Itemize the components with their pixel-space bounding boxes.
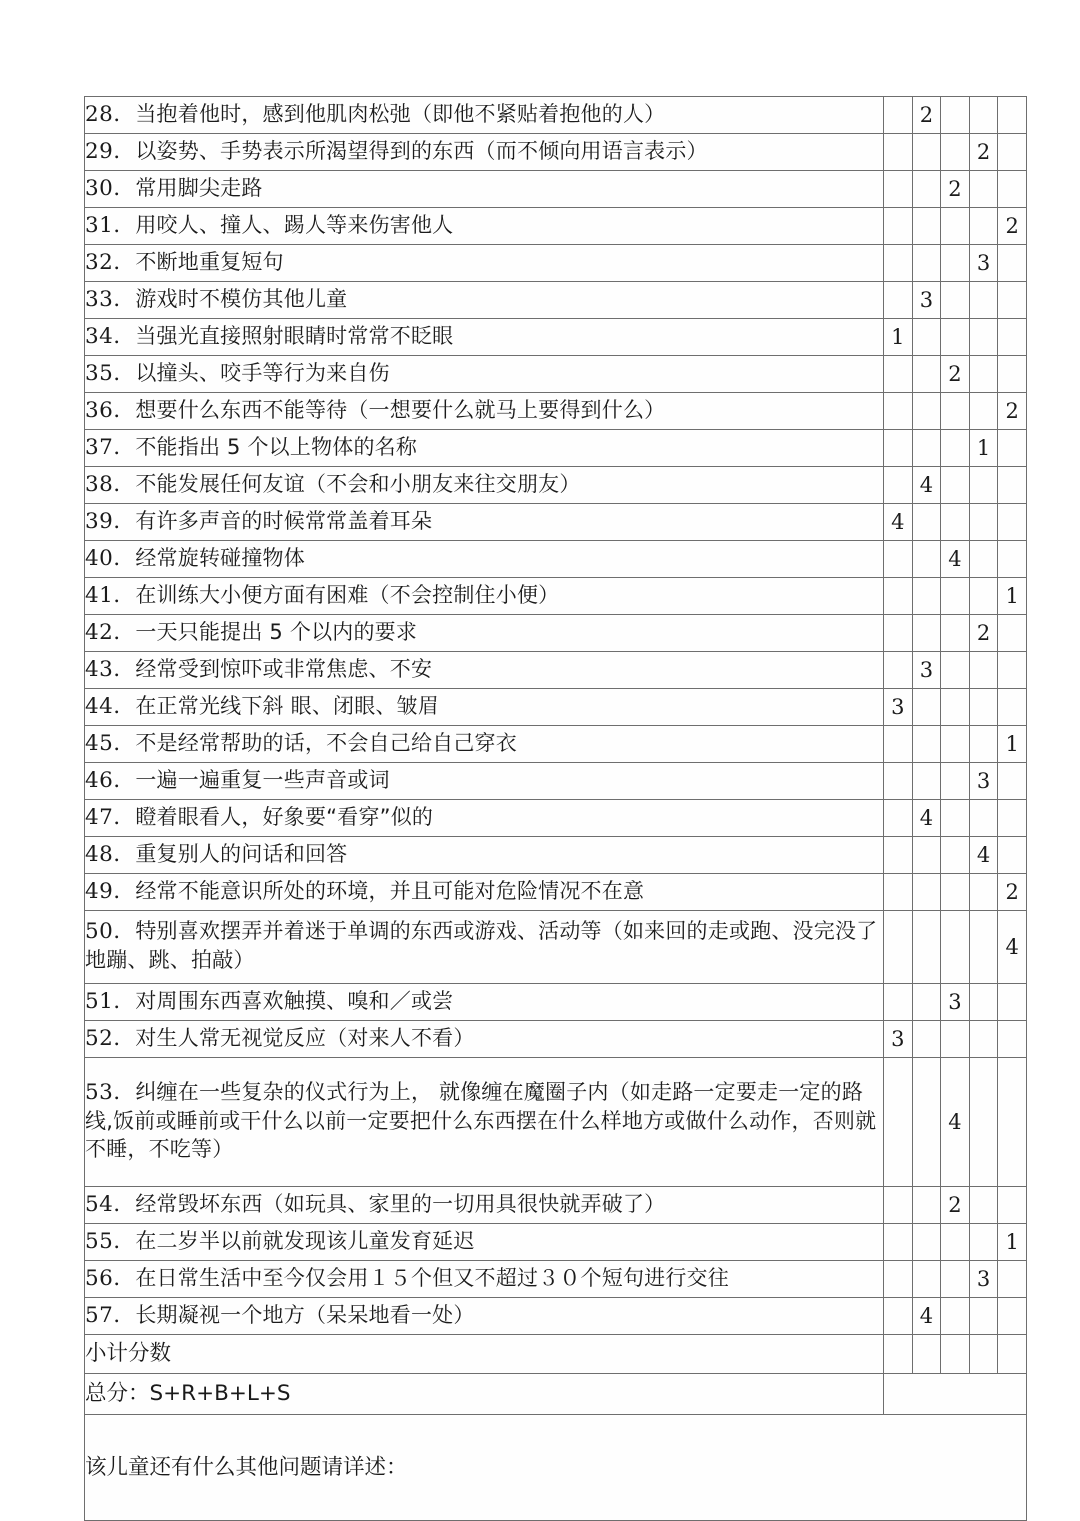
- table-row: [85, 689, 1027, 726]
- score-cell-col3[interactable]: [941, 1261, 970, 1298]
- question-cell: [85, 763, 884, 800]
- score-cell-col5[interactable]: 2: [998, 874, 1027, 911]
- score-cell-col2[interactable]: [912, 578, 941, 615]
- table-row: [85, 319, 1027, 356]
- score-cell-col1[interactable]: [884, 1187, 913, 1224]
- subtotal-label: 小计分数: [85, 1335, 884, 1374]
- question-cell: [85, 541, 884, 578]
- score-cell-col2[interactable]: [912, 726, 941, 763]
- score-cell-col2[interactable]: [912, 1058, 941, 1187]
- subtotal-row: [85, 1335, 1027, 1374]
- score-cell-col3[interactable]: [941, 282, 970, 319]
- question-text: 经常旋转碰撞物体: [135, 545, 305, 570]
- question-cell: [85, 97, 884, 134]
- question-cell: [85, 984, 884, 1021]
- question-text: 经常受到惊吓或非常焦虑、不安: [135, 656, 433, 681]
- question-number: 53．: [85, 1080, 136, 1106]
- score-cell-col5[interactable]: [998, 837, 1027, 874]
- question-cell: [85, 1187, 884, 1224]
- total-value-cell[interactable]: [884, 1374, 1027, 1415]
- question-text: 不是经常帮助的话，不会自己给自己穿衣: [135, 730, 517, 755]
- table-row: [85, 171, 1027, 208]
- score-cell-col3[interactable]: 3: [941, 984, 970, 1021]
- question-number: 28．: [85, 101, 136, 127]
- table-row: [85, 652, 1027, 689]
- score-cell-col4[interactable]: [969, 467, 998, 504]
- checklist-page: [84, 96, 1020, 1521]
- notes-row: [85, 1415, 1027, 1521]
- question-number: 35．: [85, 360, 136, 386]
- score-cell-col1[interactable]: [884, 1058, 913, 1187]
- question-text: 在二岁半以前就发现该儿童发育延迟: [135, 1228, 475, 1253]
- table-row: [85, 467, 1027, 504]
- subtotal-score-col4[interactable]: [969, 1335, 998, 1374]
- score-cell-col5[interactable]: 2: [998, 393, 1027, 430]
- question-text: 在正常光线下斜 眼、闭眼、皱眉: [135, 693, 440, 718]
- score-cell-col3[interactable]: [941, 208, 970, 245]
- question-text: 当抱着他时，感到他肌肉松弛（即他不紧贴着抱他的人）: [135, 101, 666, 126]
- score-cell-col1[interactable]: [884, 97, 913, 134]
- question-number: 42．: [85, 619, 136, 645]
- score-cell-col1[interactable]: [884, 1298, 913, 1335]
- question-cell: [85, 689, 884, 726]
- question-text: 经常毁坏东西（如玩具、家里的一切用具很快就弄破了）: [135, 1191, 666, 1216]
- question-text: 不断地重复短句: [135, 249, 284, 274]
- question-cell: [85, 245, 884, 282]
- score-cell-col2[interactable]: 4: [912, 1298, 941, 1335]
- score-cell-col3[interactable]: 4: [941, 541, 970, 578]
- table-row: [85, 430, 1027, 467]
- score-cell-col5[interactable]: [998, 1298, 1027, 1335]
- total-label: 总分：S+R+B+L+S: [85, 1374, 884, 1415]
- score-cell-col3[interactable]: 2: [941, 356, 970, 393]
- score-cell-col2[interactable]: [912, 984, 941, 1021]
- score-cell-col5[interactable]: [998, 1021, 1027, 1058]
- question-number: 38．: [85, 471, 136, 497]
- score-cell-col2[interactable]: 3: [912, 652, 941, 689]
- table-row: [85, 393, 1027, 430]
- question-cell: [85, 652, 884, 689]
- score-cell-col3[interactable]: 2: [941, 171, 970, 208]
- score-cell-col1[interactable]: [884, 356, 913, 393]
- question-number: 52．: [85, 1025, 136, 1051]
- table-row: [85, 97, 1027, 134]
- score-cell-col5[interactable]: [998, 689, 1027, 726]
- question-text: 用咬人、撞人、踢人等来伤害他人: [135, 212, 454, 237]
- score-cell-col2[interactable]: 3: [912, 282, 941, 319]
- score-cell-col2[interactable]: [912, 393, 941, 430]
- question-text: 有许多声音的时候常常盖着耳朵: [135, 508, 433, 533]
- score-cell-col1[interactable]: [884, 984, 913, 1021]
- question-number: 36．: [85, 397, 136, 423]
- score-cell-col5[interactable]: [998, 504, 1027, 541]
- table-row: [85, 984, 1027, 1021]
- score-cell-col5[interactable]: [998, 800, 1027, 837]
- score-cell-col2[interactable]: [912, 504, 941, 541]
- score-cell-col5[interactable]: 1: [998, 726, 1027, 763]
- score-cell-col5[interactable]: [998, 319, 1027, 356]
- question-text: 想要什么东西不能等待（一想要什么就马上要得到什么）: [135, 397, 666, 422]
- score-cell-col2[interactable]: [912, 763, 941, 800]
- score-cell-col4[interactable]: [969, 726, 998, 763]
- question-cell: [85, 171, 884, 208]
- score-cell-col1[interactable]: [884, 911, 913, 984]
- score-cell-col3[interactable]: [941, 578, 970, 615]
- score-cell-col2[interactable]: [912, 615, 941, 652]
- table-row: [85, 504, 1027, 541]
- question-text: 一遍一遍重复一些声音或词: [135, 767, 390, 792]
- question-number: 55．: [85, 1228, 136, 1254]
- score-cell-col4[interactable]: [969, 504, 998, 541]
- score-cell-col4[interactable]: [969, 652, 998, 689]
- table-row: [85, 726, 1027, 763]
- score-cell-col4[interactable]: [969, 689, 998, 726]
- checklist-table: [84, 96, 1027, 1521]
- score-cell-col3[interactable]: [941, 504, 970, 541]
- question-text: 当强光直接照射眼睛时常常不眨眼: [135, 323, 454, 348]
- score-cell-col1[interactable]: [884, 1224, 913, 1261]
- score-cell-col2[interactable]: [912, 874, 941, 911]
- score-cell-col4[interactable]: [969, 578, 998, 615]
- score-cell-col4[interactable]: [969, 1298, 998, 1335]
- score-cell-col4[interactable]: 2: [969, 134, 998, 171]
- score-cell-col2[interactable]: [912, 319, 941, 356]
- score-cell-col4[interactable]: 3: [969, 763, 998, 800]
- score-cell-col5[interactable]: [998, 1187, 1027, 1224]
- table-row: [85, 134, 1027, 171]
- score-cell-col5[interactable]: [998, 615, 1027, 652]
- question-cell: [85, 578, 884, 615]
- score-cell-col1[interactable]: 1: [884, 319, 913, 356]
- question-number: 31．: [85, 212, 136, 238]
- score-cell-col3[interactable]: [941, 911, 970, 984]
- question-text: 以姿势、手势表示所渴望得到的东西（而不倾向用语言表示）: [135, 138, 708, 163]
- score-cell-col5[interactable]: [998, 652, 1027, 689]
- score-cell-col4[interactable]: [969, 393, 998, 430]
- question-number: 54．: [85, 1191, 136, 1217]
- question-text: 游戏时不模仿其他儿童: [135, 286, 348, 311]
- table-row: [85, 1058, 1027, 1187]
- score-cell-col1[interactable]: [884, 874, 913, 911]
- score-cell-col2[interactable]: [912, 1261, 941, 1298]
- total-row: [85, 1374, 1027, 1415]
- question-number: 48．: [85, 841, 136, 867]
- table-row: [85, 208, 1027, 245]
- subtotal-score-col2[interactable]: [912, 1335, 941, 1374]
- score-cell-col5[interactable]: [998, 245, 1027, 282]
- table-row: [85, 800, 1027, 837]
- score-cell-col1[interactable]: 4: [884, 504, 913, 541]
- question-number: 46．: [85, 767, 136, 793]
- question-number: 51．: [85, 988, 136, 1014]
- score-cell-col4[interactable]: 1: [969, 430, 998, 467]
- score-cell-col1[interactable]: [884, 171, 913, 208]
- score-cell-col3[interactable]: [941, 393, 970, 430]
- score-cell-col4[interactable]: [969, 800, 998, 837]
- score-cell-col1[interactable]: [884, 578, 913, 615]
- score-cell-col1[interactable]: [884, 1261, 913, 1298]
- score-cell-col1[interactable]: [884, 800, 913, 837]
- score-cell-col5[interactable]: [998, 171, 1027, 208]
- score-cell-col3[interactable]: 2: [941, 1187, 970, 1224]
- score-cell-col5[interactable]: 1: [998, 1224, 1027, 1261]
- question-text: 在训练大小便方面有困难（不会控制住小便）: [135, 582, 560, 607]
- question-cell: [85, 874, 884, 911]
- score-cell-col3[interactable]: [941, 800, 970, 837]
- question-text: 常用脚尖走路: [135, 175, 263, 200]
- question-number: 40．: [85, 545, 136, 571]
- score-cell-col3[interactable]: [941, 874, 970, 911]
- score-cell-col4[interactable]: [969, 911, 998, 984]
- question-text: 不能指出 5 个以上物体的名称: [135, 434, 418, 459]
- score-cell-col4[interactable]: [969, 1224, 998, 1261]
- question-number: 30．: [85, 175, 136, 201]
- score-cell-col4[interactable]: [969, 171, 998, 208]
- question-cell: [85, 911, 884, 984]
- question-number: 56．: [85, 1265, 136, 1291]
- score-cell-col1[interactable]: [884, 393, 913, 430]
- score-cell-col2[interactable]: 4: [912, 467, 941, 504]
- question-cell: [85, 726, 884, 763]
- score-cell-col2[interactable]: [912, 837, 941, 874]
- question-cell: [85, 1021, 884, 1058]
- table-row: [85, 1261, 1027, 1298]
- question-number: 34．: [85, 323, 136, 349]
- subtotal-score-col1[interactable]: [884, 1335, 913, 1374]
- score-cell-col1[interactable]: [884, 763, 913, 800]
- score-cell-col4[interactable]: [969, 356, 998, 393]
- table-row: [85, 245, 1027, 282]
- score-cell-col4[interactable]: [969, 97, 998, 134]
- score-cell-col4[interactable]: [969, 541, 998, 578]
- score-cell-col1[interactable]: [884, 467, 913, 504]
- score-cell-col1[interactable]: [884, 541, 913, 578]
- table-row: [85, 1224, 1027, 1261]
- question-number: 47．: [85, 804, 136, 830]
- score-cell-col3[interactable]: 4: [941, 1058, 970, 1187]
- score-cell-col3[interactable]: [941, 430, 970, 467]
- question-cell: [85, 1261, 884, 1298]
- score-cell-col2[interactable]: [912, 208, 941, 245]
- score-cell-col3[interactable]: [941, 837, 970, 874]
- score-cell-col2[interactable]: 2: [912, 97, 941, 134]
- question-number: 39．: [85, 508, 136, 534]
- question-cell: [85, 467, 884, 504]
- score-cell-col2[interactable]: [912, 689, 941, 726]
- table-row: [85, 541, 1027, 578]
- table-row: [85, 615, 1027, 652]
- score-cell-col4[interactable]: [969, 874, 998, 911]
- table-row: [85, 578, 1027, 615]
- score-cell-col2[interactable]: [912, 134, 941, 171]
- table-row: [85, 282, 1027, 319]
- question-cell: [85, 356, 884, 393]
- question-cell: [85, 430, 884, 467]
- question-cell: [85, 208, 884, 245]
- question-number: 37．: [85, 434, 136, 460]
- score-cell-col3[interactable]: [941, 689, 970, 726]
- score-cell-col2[interactable]: [912, 1187, 941, 1224]
- score-cell-col2[interactable]: [912, 430, 941, 467]
- question-text: 对生人常无视觉反应（对来人不看）: [135, 1025, 475, 1050]
- score-cell-col4[interactable]: 4: [969, 837, 998, 874]
- question-cell: [85, 134, 884, 171]
- question-cell: [85, 837, 884, 874]
- score-cell-col1[interactable]: [884, 430, 913, 467]
- question-text: 特别喜欢摆弄并着迷于单调的东西或游戏、活动等（如来回的走或跑、没完没了地蹦、跳、拍敲）: [85, 919, 878, 972]
- question-number: 44．: [85, 693, 136, 719]
- score-cell-col5[interactable]: [998, 97, 1027, 134]
- question-cell: [85, 319, 884, 356]
- score-cell-col4[interactable]: [969, 984, 998, 1021]
- score-cell-col4[interactable]: [969, 1058, 998, 1187]
- score-cell-col5[interactable]: [998, 1261, 1027, 1298]
- score-cell-col5[interactable]: [998, 984, 1027, 1021]
- table-row: [85, 837, 1027, 874]
- score-cell-col2[interactable]: [912, 541, 941, 578]
- question-cell: [85, 615, 884, 652]
- subtotal-score-col5[interactable]: [998, 1335, 1027, 1374]
- score-cell-col4[interactable]: 3: [969, 1261, 998, 1298]
- score-cell-col1[interactable]: [884, 615, 913, 652]
- question-cell: [85, 1298, 884, 1335]
- score-cell-col1[interactable]: 3: [884, 1021, 913, 1058]
- table-row: [85, 356, 1027, 393]
- score-cell-col5[interactable]: 1: [998, 578, 1027, 615]
- score-cell-col1[interactable]: 3: [884, 689, 913, 726]
- question-text: 不能发展任何友谊（不会和小朋友来往交朋友）: [135, 471, 581, 496]
- score-cell-col3[interactable]: [941, 615, 970, 652]
- score-cell-col4[interactable]: 3: [969, 245, 998, 282]
- score-cell-col5[interactable]: [998, 430, 1027, 467]
- score-cell-col1[interactable]: [884, 282, 913, 319]
- score-cell-col5[interactable]: 4: [998, 911, 1027, 984]
- score-cell-col2[interactable]: [912, 356, 941, 393]
- score-cell-col3[interactable]: [941, 1224, 970, 1261]
- question-number: 41．: [85, 582, 136, 608]
- notes-field[interactable]: 该儿童还有什么其他问题请详述：: [85, 1415, 1027, 1521]
- score-cell-col3[interactable]: [941, 763, 970, 800]
- question-cell: [85, 282, 884, 319]
- score-cell-col5[interactable]: [998, 467, 1027, 504]
- score-cell-col5[interactable]: [998, 282, 1027, 319]
- table-row: [85, 1021, 1027, 1058]
- score-cell-col3[interactable]: [941, 97, 970, 134]
- score-cell-col3[interactable]: [941, 467, 970, 504]
- question-number: 33．: [85, 286, 136, 312]
- score-cell-col3[interactable]: [941, 726, 970, 763]
- score-cell-col1[interactable]: [884, 837, 913, 874]
- question-text: 重复别人的问话和回答: [135, 841, 348, 866]
- question-text: 长期凝视一个地方（呆呆地看一处）: [135, 1302, 475, 1327]
- question-number: 57．: [85, 1302, 136, 1328]
- score-cell-col1[interactable]: [884, 208, 913, 245]
- question-text: 经常不能意识所处的环境，并且可能对危险情况不在意: [135, 878, 645, 903]
- score-cell-col4[interactable]: [969, 282, 998, 319]
- score-cell-col5[interactable]: 2: [998, 208, 1027, 245]
- table-row: [85, 1298, 1027, 1335]
- score-cell-col2[interactable]: 4: [912, 800, 941, 837]
- table-row: [85, 763, 1027, 800]
- question-number: 50．: [85, 919, 136, 945]
- question-text: 一天只能提出 5 个以内的要求: [135, 619, 418, 644]
- question-text: 瞪着眼看人，好象要“看穿”似的: [135, 804, 434, 829]
- table-row: [85, 874, 1027, 911]
- score-cell-col3[interactable]: [941, 1021, 970, 1058]
- score-cell-col2[interactable]: [912, 1224, 941, 1261]
- score-cell-col1[interactable]: [884, 726, 913, 763]
- question-text: 以撞头、咬手等行为来自伤: [135, 360, 390, 385]
- question-text: 在日常生活中至今仅会用１５个但又不超过３０个短句进行交往: [135, 1265, 729, 1290]
- score-cell-col2[interactable]: [912, 245, 941, 282]
- score-cell-col4[interactable]: [969, 319, 998, 356]
- table-row: [85, 1187, 1027, 1224]
- subtotal-score-col3[interactable]: [941, 1335, 970, 1374]
- score-cell-col5[interactable]: [998, 763, 1027, 800]
- score-cell-col4[interactable]: 2: [969, 615, 998, 652]
- question-number: 32．: [85, 249, 136, 275]
- score-cell-col2[interactable]: [912, 911, 941, 984]
- score-cell-col3[interactable]: [941, 652, 970, 689]
- question-cell: [85, 800, 884, 837]
- score-cell-col5[interactable]: [998, 356, 1027, 393]
- score-cell-col3[interactable]: [941, 1298, 970, 1335]
- score-cell-col3[interactable]: [941, 319, 970, 356]
- question-number: 43．: [85, 656, 136, 682]
- score-cell-col1[interactable]: [884, 134, 913, 171]
- score-cell-col5[interactable]: [998, 1058, 1027, 1187]
- score-cell-col4[interactable]: [969, 1187, 998, 1224]
- question-cell: [85, 1058, 884, 1187]
- question-text: 纠缠在一些复杂的仪式行为上， 就像缠在魔圈子内（如走路一定要走一定的路线,饭前或睡前或干什么以前一定要把什么东西摆在什么样地方或做什么动作，否则就不睡，不吃等）: [85, 1080, 877, 1162]
- score-cell-col3[interactable]: [941, 134, 970, 171]
- question-number: 45．: [85, 730, 136, 756]
- question-cell: [85, 393, 884, 430]
- question-number: 49．: [85, 878, 136, 904]
- score-cell-col4[interactable]: [969, 208, 998, 245]
- score-cell-col1[interactable]: [884, 652, 913, 689]
- score-cell-col5[interactable]: [998, 134, 1027, 171]
- question-cell: [85, 504, 884, 541]
- table-row: [85, 911, 1027, 984]
- question-text: 对周围东西喜欢触摸、嗅和／或尝: [135, 988, 454, 1013]
- score-cell-col2[interactable]: [912, 1021, 941, 1058]
- score-cell-col1[interactable]: [884, 245, 913, 282]
- question-cell: [85, 1224, 884, 1261]
- score-cell-col3[interactable]: [941, 245, 970, 282]
- question-number: 29．: [85, 138, 136, 164]
- score-cell-col4[interactable]: [969, 1021, 998, 1058]
- score-cell-col5[interactable]: [998, 541, 1027, 578]
- score-cell-col2[interactable]: [912, 171, 941, 208]
